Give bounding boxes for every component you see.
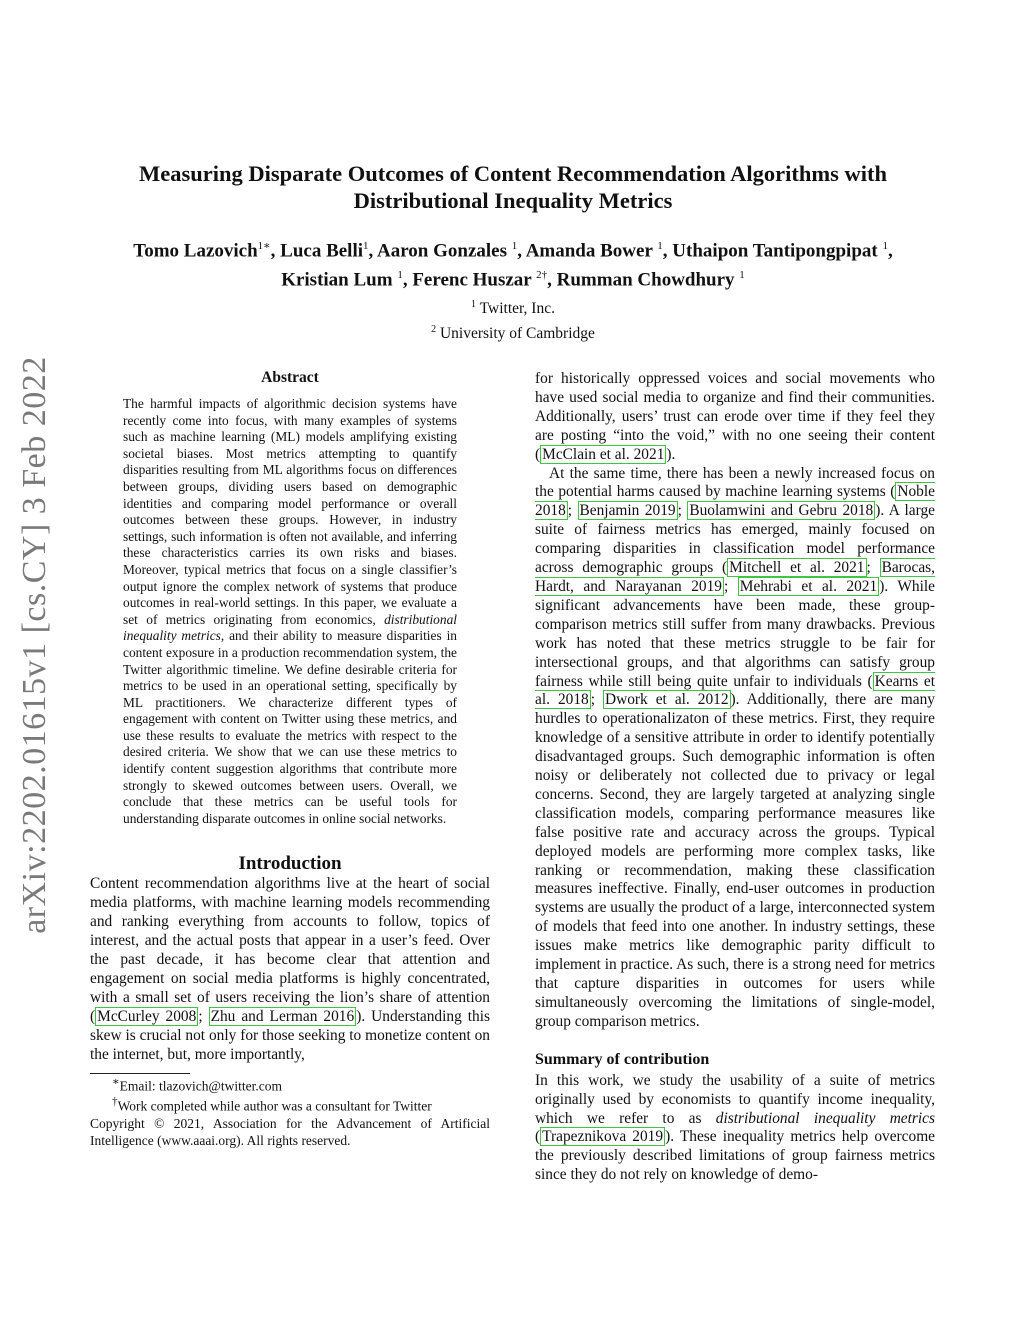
author-name: Kristian Lum [281,269,393,291]
author-affil-mark: 2† [536,269,548,282]
abstract-text: The harmful impacts of algorithmic decision systems have recently come into focus, with many examples of systems such as machine learning (ML) models amplifying existing societal biases. Most metrics attempting to quantify disparities resulting from ML algorithms focus on differences between groups, dividing users based on demographic identities and comparing model performance or overall outcomes between these groups. However, in industry settings, such information is often not available, and inferring these characteristics carries its own risks and biases. Moreover, typical metrics that focus on a single classifier’s output ignore the complex network of systems that produce outcomes in real-world settings. In this paper, we evaluate a set of metrics originating from economics, distributional inequality metrics, and their ability to measure disparities in content exposure in a production recommendation system, the Twitter algorithmic timeline. We define desirable criteria for metrics to be used in an operational setting, specifically by ML practitioners. We characterize different types of engagement with content on Twitter using these metrics, and use these results to evaluate the metrics with respect to the desired criteria. We show that we can use these metrics to identify content suggestion algorithms that contribute more strongly to skewed outcomes between users. Overall, we conclude that these metrics can be useful tools for understanding disparate outcomes in online social networks. [123,396,457,826]
summary-paragraph: In this work, we study the usability of a suite of metrics originally used by economists to quantify income inequality, which we refer to as distributional inequality metrics ( Trapeznikova 2019 ). These inequality metrics help overcome the previously described limitations of group fairness metrics since they do not rely on knowledge of demo- [535,1071,935,1184]
intro-paragraph-continued: for historically oppressed voices and social movements who have used social media to organize and find their communities. Additionally, users’ trust can erode over time if they feel they are posting “into the void,” with no one seeing their content ( McClain et al. 2021 ). [535,370,935,463]
author-name: Amanda Bower [525,240,653,262]
intro-paragraph-2: At the same time, there has been a newly increased focus on the potential harms caused by machine learning systems ( Noble 2018 ; Benjamin 2019 ; Buolamwini and Gebru 2018 ). A large suite of fairness metrics has emerged, mainly focused on comparing disparities in classification model performance across demographic groups ( Mitchell et al. 2021 ; Barocas, Hardt, and Narayanan 2019 ; Mehrabi et al. 2021 ). While significant advancements have been made, these group-comparison metrics still suffer from many drawbacks. Previous work has noted that these metrics struggle to be fair for intersectional groups, and that algorithms can satisfy group fairness while still being quite unfair to individuals ( Kearns et al. 2018 ; Dwork et al. 2012 ). Additionally, there are many hurdles to operationalizaton of these metrics. First, they require knowledge of a sensitive attribute in order to identify potentially disadvantaged groups. Such demographic information is often noisy or deliberately not collected due to privacy or legal concerns. Second, they are largely targeted at analyzing single classification models, comparing performance measures like false positive rate and accuracy across the groups. Typical deployed models are performing more complex tasks, like ranking or recommendation, making these classification measures ineffective. Finally, end-user outcomes in production systems are usually the product of a large, interconnected system of models that feed into one another. In industry settings, these issues make metrics like demographic parity difficult to implement in practice. As such, there is a strong need for metrics that capture disparities in outcomes for users while simultaneously overcoming the limitations of single-model, group comparison metrics. [535,464,935,1030]
affiliation: $^1$ Twitter, Inc. [471,298,555,317]
citation-link[interactable]: Benjamin 2019 [579,502,676,520]
copyright-notice: Copyright © 2021, Association for the Advancement of Artificial Intelligence (www.aaai.org). All rights reserved. [90,1115,490,1148]
author-name: Luca Belli [280,240,364,262]
author-line-2: Kristian Lum $^1$, Ferenc Huszar $^{2\dagger}$, Rumman Chowdhury $^1$ [281,269,745,291]
author-name: Tomo Lazovich [133,240,258,262]
author-affil-mark: 1 [397,269,403,282]
citation-link[interactable]: Dwork et al. 2012 [605,691,729,709]
title-line-1: Measuring Disparate Outcomes of Content Recommendation Algorithms with [138,161,888,186]
author-affil-mark: 1 [363,240,369,252]
citation-link[interactable]: Buolamwini and Gebru 2018 [689,502,874,520]
author-name: Aaron Gonzales [376,240,507,262]
footnote-email: ∗Email: tlazovich@twitter.com [112,1075,283,1093]
paper-title [90,160,936,214]
citation-link[interactable]: Mitchell et al. 2021 [729,559,865,577]
left-column [90,368,490,1149]
citation-link[interactable]: McCurley 2008 [97,1007,197,1025]
author-line-1: Tomo Lazovich$^{1∗}$, Luca Belli$^1$, Aaron Gonzales $^1$, Amanda Bower $^1$, Uthaipon Tantipongpipat $^1$, [133,240,893,262]
author-affil-mark: 1 [882,240,888,252]
citation-link[interactable]: Kearns et al. 2018 [535,672,935,709]
author-affil-mark: 1 [739,269,745,282]
author-list [90,234,936,293]
abstract-heading: Abstract [261,369,319,386]
author-name: Rumman Chowdhury [556,269,735,291]
citation-link[interactable]: Barocas, Hardt, and Narayanan 2019 [535,559,935,595]
author-name: Ferenc Huszar [412,269,532,291]
citation-link[interactable]: Zhu and Lerman 2016 [210,1007,355,1025]
citation-link[interactable]: Mehrabi et al. 2021 [739,577,878,595]
introduction-heading: Introduction [238,853,342,875]
title-line-2: Distributional Inequality Metrics [353,188,673,213]
citation-link[interactable]: McClain et al. 2021 [542,445,665,463]
arxiv-stamp: arXiv:2202.01615v1 [cs.CY] 3 Feb 2022 [16,356,53,934]
footnote-work: †Work completed while author was a consultant for Twitter [112,1096,432,1114]
summary-heading: Summary of contribution [535,1050,710,1068]
right-column [535,370,935,1185]
citation-link[interactable]: Trapeznikova 2019 [542,1128,664,1146]
author-name: Uthaipon Tantipongpipat [672,240,878,262]
introduction-paragraph: Content recommendation algorithms live at the heart of social media platforms, with machine learning models recommending and ranking everything from accounts to follow, topics of interest, and the actual posts that appear in a user’s feed. Over the past decade, it has become clear that attention and engagement on social media platforms is highly concentrated, with a small set of users receiving the lion’s share of attention ( McCurley 2008 ; Zhu and Lerman 2016 ). Understanding this skew is crucial not only for those seeking to monetize content on the internet, but, more importantly, [90,875,490,1063]
title-block [90,160,936,343]
author-affil-mark: 1∗ [257,240,271,252]
affiliation: $^2$ University of Cambridge [431,323,595,342]
citation-link[interactable]: Noble 2018 [535,483,935,520]
author-affil-mark: 1 [657,240,663,252]
author-affil-mark: 1 [511,240,518,252]
